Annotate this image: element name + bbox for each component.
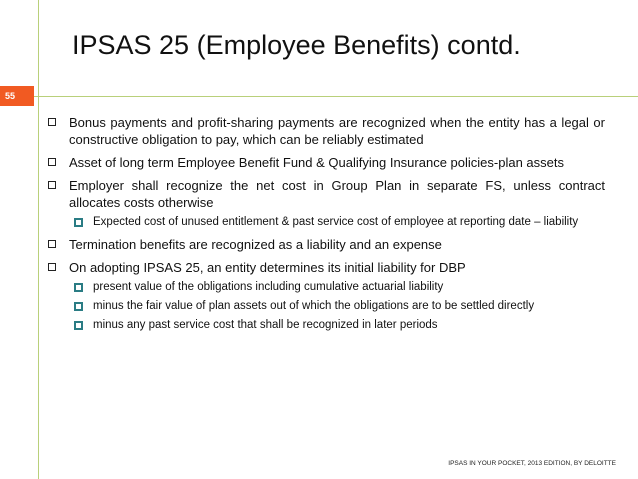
bullet-item (48, 114, 608, 148)
bullet-item (48, 154, 608, 171)
square-bullet-icon (48, 118, 56, 126)
sub-bullet-text: Expected cost of unused entitlement & past service cost of employee at reporting date – liability (93, 216, 579, 228)
bullet-item (48, 236, 608, 253)
sub-bullet-text: present value of the obligations including cumulative actuarial liability (93, 281, 444, 293)
source-footer: IPSAS IN YOUR POCKET, 2013 EDITION, BY DELOITTE (448, 460, 616, 467)
square-bullet-icon (48, 181, 56, 189)
bullet-text: On adopting IPSAS 25, an entity determines its initial liability for DBP (69, 260, 466, 275)
filled-square-bullet-icon (74, 321, 83, 330)
square-bullet-icon (48, 158, 56, 166)
sub-bullet-item (74, 280, 608, 295)
square-bullet-icon (48, 263, 56, 271)
filled-square-bullet-icon (74, 218, 83, 227)
bullet-text: Bonus payments and profit-sharing payments are recognized when the entity has a legal or constructive obligation to pay, which can be reliably estimated (69, 115, 605, 147)
sub-bullet-text: minus the fair value of plan assets out of which the obligations are to be settled directly (93, 300, 535, 312)
frame-horizontal-rule (0, 96, 638, 97)
frame-vertical-rule (38, 0, 39, 479)
bullet-text: Employer shall recognize the net cost in Group Plan in separate FS, unless contract allocates costs otherwise (69, 178, 605, 210)
sub-bullet-text: minus any past service cost that shall be recognized in later periods (93, 319, 438, 331)
filled-square-bullet-icon (74, 302, 83, 311)
sub-bullet-item (74, 299, 608, 314)
square-bullet-icon (48, 240, 56, 248)
bullet-item (48, 177, 608, 211)
sub-bullet-item (74, 318, 608, 333)
bullet-item (48, 259, 608, 276)
slide-title: IPSAS 25 (Employee Benefits) contd. (72, 30, 521, 60)
bullet-list (48, 114, 608, 337)
bullet-text: Termination benefits are recognized as a liability and an expense (69, 237, 442, 252)
sub-bullet-item (74, 215, 608, 230)
slide-number-badge: 55 (0, 86, 34, 106)
filled-square-bullet-icon (74, 283, 83, 292)
bullet-text: Asset of long term Employee Benefit Fund & Qualifying Insurance policies-plan assets (69, 155, 564, 170)
